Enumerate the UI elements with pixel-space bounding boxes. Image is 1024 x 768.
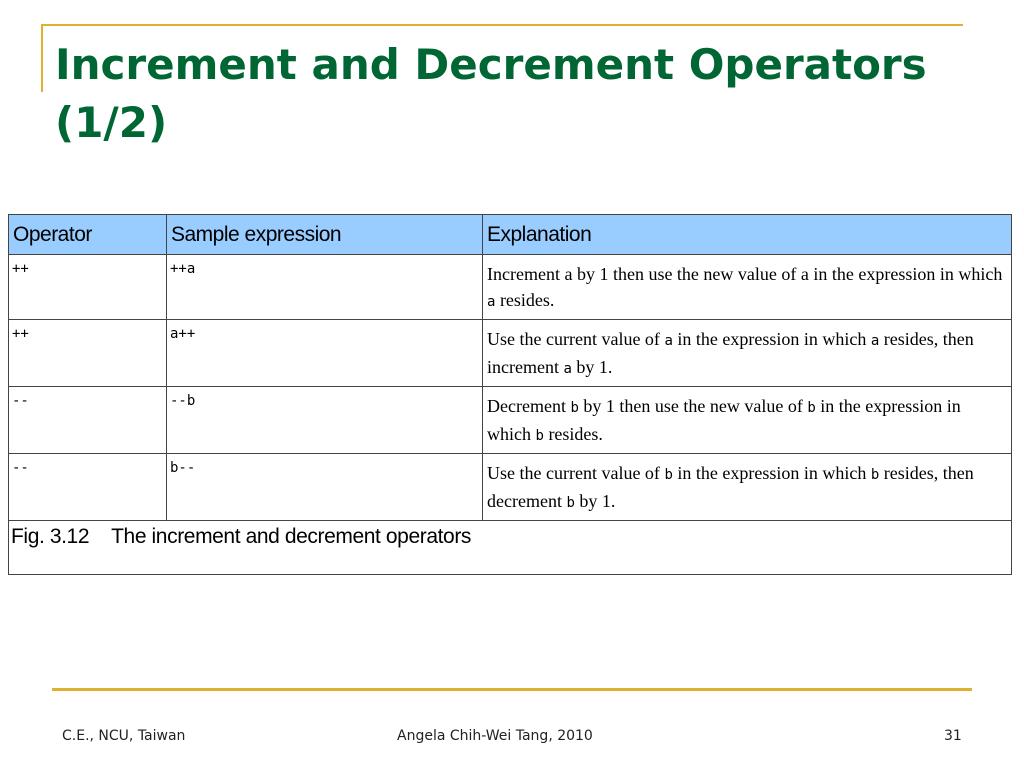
- explanation-variable: b: [570, 400, 579, 416]
- header-operator: Operator: [9, 215, 167, 255]
- explanation-text: Use the current value of: [487, 329, 665, 349]
- explanation-text: resides.: [543, 424, 603, 444]
- footer-institution: C.E., NCU, Taiwan: [62, 728, 186, 744]
- explanation-text: resides.: [495, 290, 555, 310]
- operator-cell: --: [9, 454, 167, 521]
- explanation-variable: b: [664, 467, 673, 483]
- table-row: [9, 320, 1012, 387]
- explanation-text: resides, then increment: [487, 329, 974, 377]
- explanation-variable: a: [487, 294, 496, 310]
- explanation-text: by 1.: [574, 491, 616, 511]
- footer-author: Angela Chih-Wei Tang, 2010: [397, 728, 593, 744]
- sample-expression-cell: b--: [167, 454, 483, 521]
- accent-vertical-line: [41, 24, 43, 92]
- slide-title: Increment and Decrement Operators (1/2): [55, 40, 927, 147]
- explanation-text: in the expression in which: [487, 396, 961, 444]
- explanation-variable: b: [566, 495, 575, 511]
- explanation-text: Use the current value of: [487, 463, 665, 483]
- accent-bottom-line: [52, 688, 972, 691]
- sample-expression-cell: ++a: [167, 255, 483, 320]
- sample-expression-cell: --b: [167, 387, 483, 454]
- explanation-variable: b: [870, 467, 880, 483]
- table-row: [9, 454, 1012, 521]
- header-explanation: Explanation: [483, 215, 1012, 255]
- explanation-variable: b: [535, 428, 544, 444]
- table-row: [9, 255, 1012, 320]
- explanation-text: in the expression in which: [672, 329, 871, 349]
- explanation-cell: [483, 454, 1012, 521]
- table-row: [9, 387, 1012, 454]
- explanation-text: Increment a by 1 then use the new value of a in the expression in which: [487, 264, 1003, 284]
- figure-caption: [9, 521, 1012, 575]
- explanation-cell: [483, 320, 1012, 387]
- explanation-text: Decrement: [487, 396, 571, 416]
- operator-cell: ++: [9, 320, 167, 387]
- explanation-variable: b: [807, 400, 816, 416]
- operator-cell: ++: [9, 255, 167, 320]
- page-number: 31: [944, 728, 962, 744]
- accent-top-line: [41, 24, 963, 26]
- table-header-row: [9, 215, 1012, 255]
- explanation-text: in the expression in which: [672, 463, 871, 483]
- operator-cell: --: [9, 387, 167, 454]
- sample-expression-cell: a++: [167, 320, 483, 387]
- explanation-variable: a: [563, 361, 572, 377]
- explanation-variable: a: [870, 333, 880, 349]
- explanation-text: resides, then decrement: [487, 463, 974, 511]
- explanation-text: by 1 then use the new value of: [578, 396, 808, 416]
- operators-table: [8, 214, 1012, 575]
- explanation-variable: a: [664, 333, 673, 349]
- caption-text: The increment and decrement operators: [111, 525, 472, 548]
- explanation-cell: [483, 387, 1012, 454]
- header-sample-expression: Sample expression: [167, 215, 483, 255]
- explanation-text: by 1.: [571, 357, 613, 377]
- caption-row: [9, 521, 1012, 575]
- explanation-cell: [483, 255, 1012, 320]
- caption-label: Fig. 3.12: [11, 525, 90, 548]
